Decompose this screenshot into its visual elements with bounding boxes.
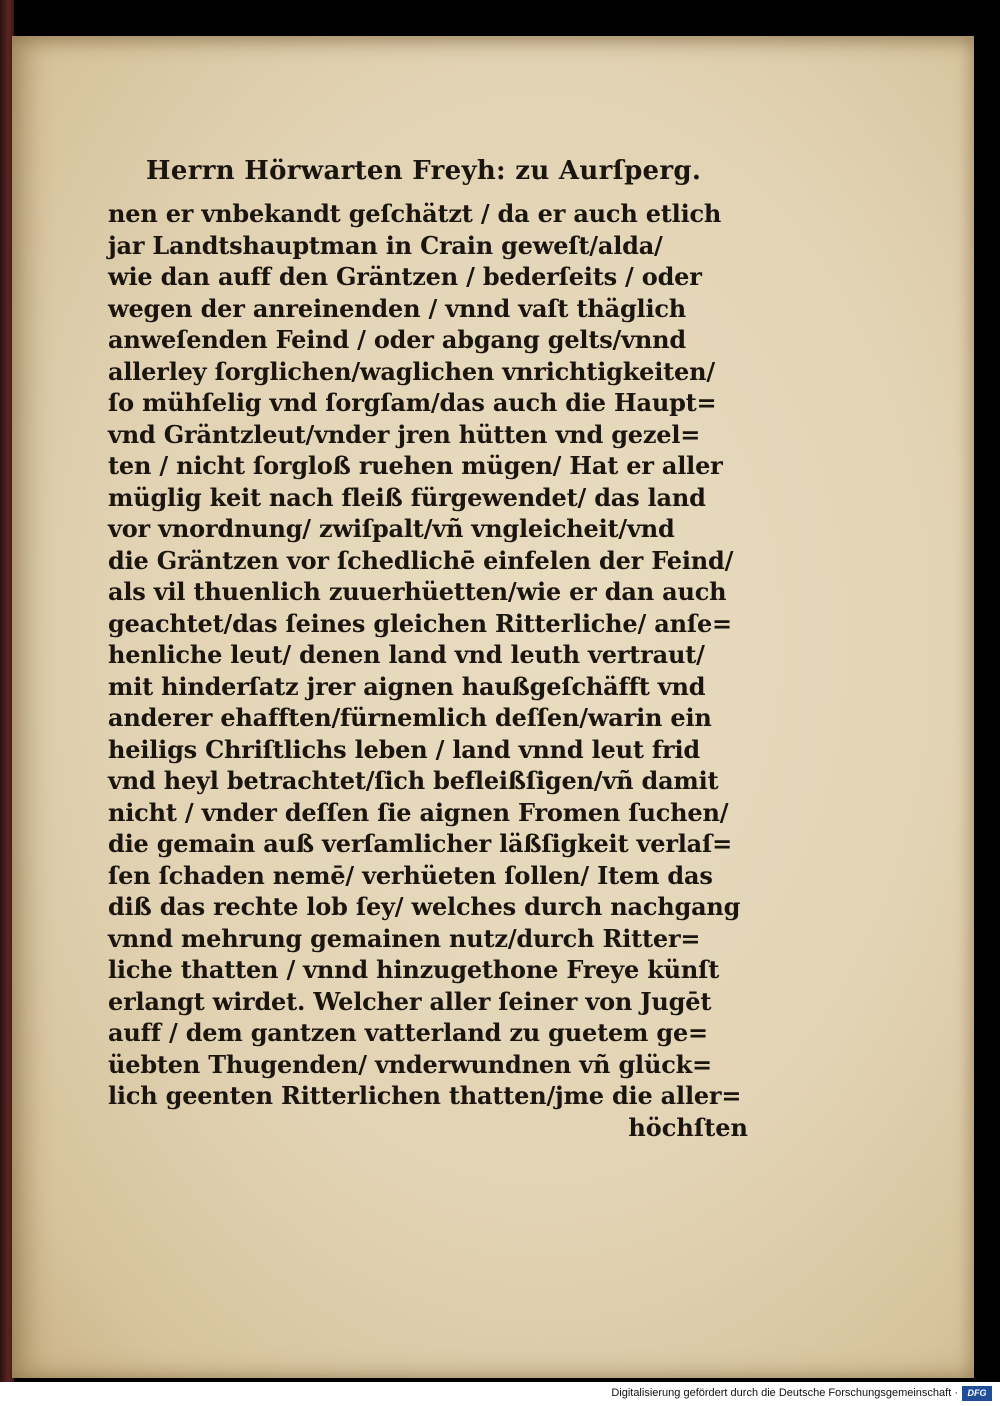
text-line: liche thatten / vnnd hinzugethone Freye künſt	[108, 955, 720, 984]
dfg-logo: DFG	[962, 1386, 992, 1401]
text-line: allerley ſorglichen/waglichen vnrichtigkeiten/	[108, 356, 715, 386]
text-line: wegen der anreinenden / vnnd vaſt thäglich	[108, 293, 687, 323]
text-line: die gemain auß verſamlicher läßſigkeit verlaſ=	[108, 829, 733, 858]
text-line: anderer ehafften/fürnemlich deſſen/warin ein	[108, 703, 712, 732]
text-line: anweſenden Feind / oder abgang gelts/vnnd	[108, 325, 686, 354]
text-line: diß das rechte lob ſey/ welches durch nachgang	[108, 892, 741, 921]
text-line: vnd heyl betrachtet/ſich befleißſigen/vñ damit	[108, 766, 719, 795]
text-line: heiligs Chriſtlichs leben / land vnnd leut frid	[108, 734, 700, 764]
text-line: müglig keit nach fleiß fürgewendet/ das land	[108, 482, 706, 512]
book-page	[12, 36, 974, 1378]
text-line: üebten Thugenden/ vnderwundnen vñ glück=	[108, 1049, 712, 1079]
page-text-block	[108, 156, 748, 1144]
running-head: Herrn Hörwarten Freyh: zu Aurſperg.	[146, 156, 702, 186]
text-line: vor vnordnung/ zwiſpalt/vñ vngleicheit/vnd	[108, 514, 675, 543]
text-line: wie dan auff den Gräntzen / bederſeits / oder	[108, 262, 702, 291]
text-line: ten / nicht ſorgloß ruehen mügen/ Hat er aller	[108, 451, 723, 480]
text-line: mit hinderſatz jrer aignen haußgeſchäfft vnd	[108, 671, 706, 701]
text-line: vnnd mehrung gemainen nutz/durch Ritter=	[108, 923, 701, 953]
text-line: erlangt wirdet. Welcher aller ſeiner von Jugēt	[108, 986, 712, 1016]
funding-notice: Digitalisierung gefördert durch die Deutsche Forschungsgemeinschaft ·	[611, 1387, 958, 1399]
text-line: ſo mühſelig vnd ſorgſam/das auch die Haupt=	[108, 388, 717, 417]
text-line: geachtet/das ſeines gleichen Ritterliche/ anſe=	[108, 608, 732, 638]
text-line: nicht / vnder deſſen ſie aignen Fromen ſuchen/	[108, 797, 729, 827]
text-line: nen er vnbekandt geſchätzt / da er auch etlich	[108, 199, 722, 228]
text-line: henliche leut/ denen land vnd leuth vertraut/	[108, 640, 705, 669]
text-line: ſen ſchaden nemē/ verhüeten ſollen/ Item das	[108, 860, 713, 890]
text-line: jar Landtshauptman in Crain geweſt/alda/	[108, 230, 663, 260]
catchword: höchſten	[628, 1112, 748, 1142]
text-line: als vil thuenlich zuuerhüetten/wie er dan auch	[108, 577, 727, 606]
text-line: auff / dem gantzen vatterland zu guetem ge=	[108, 1018, 708, 1047]
body-text	[108, 198, 748, 1144]
footer-bar	[0, 1382, 1000, 1406]
text-line: lich geenten Ritterlichen thatten/jme die aller=	[108, 1081, 742, 1110]
text-line: vnd Gräntzleut/vnder jren hütten vnd gezel=	[108, 419, 701, 449]
text-line: die Gräntzen vor ſchedlichē einfelen der Feind/	[108, 545, 734, 575]
